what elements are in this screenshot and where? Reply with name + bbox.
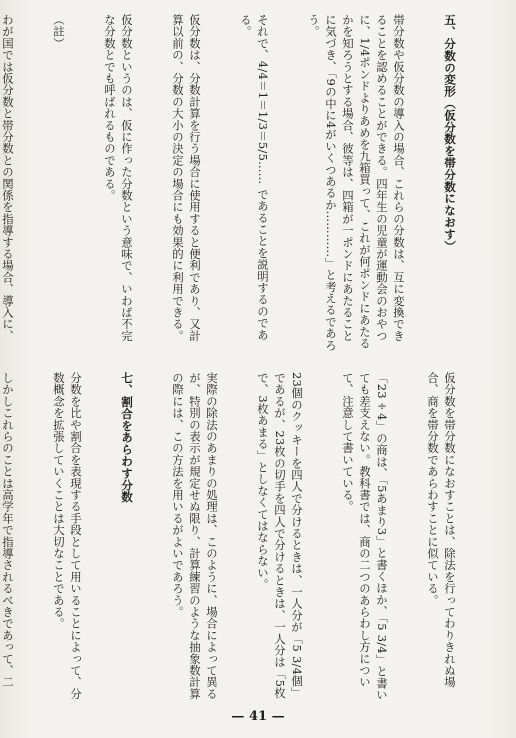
section-5-paragraph-4: 仮分数というのは、仮に作った分数という意味で、いわば不完な分数とでも呼ばれるものである。 [103,14,134,342]
page-number: — 41 — [231,709,285,724]
section-7-paragraph-1: 分数を比や割合を表現する手段として用いることによって、分数概念を拡張していくことは大切なことである。 [52,372,83,700]
section-5-paragraph-3: 仮分数は、分数計算を行う場合に使用すると便利であり、又計算以前の、分数の大小の決定の場合にも効果的に利用できる。 [171,14,202,342]
section-5-note-label: （註） [52,14,66,50]
section-6-paragraph-2: 「23÷4」の商は、「5あまり3」と書くほか、「5 3/4」と書いても差支えない。教科書では、商の二つのあらわし方について、注意して書いている。 [341,372,389,701]
lower-text-block [1,372,492,710]
upper-text-block [1,14,492,352]
section-5-heading: 五、分数の変形（仮分数を帯分数になおす） [443,14,457,252]
section-5-note-text: わが国では仮分数と帯分数との関係を指導する場合、導入に、 [1,14,15,342]
section-7-paragraph-2: しかしこれらのことは高学年で指導されるべきであって、二 [1,372,15,688]
section-6-paragraph-4: 実際の除法のあまりの処理は、このように、場合によって異るが、特別の表示が規定せぬ限り、計算練習のような抽象数計算の際には、この方法を用いるがよいであろう。 [171,372,219,700]
section-6-paragraph-3: 23個のクッキーを四人で分けるときは、一人分が「5 3/4個」であるが、23枚の切手を四人で分けるときは、一人分は「5枚で、3枚あまる」としなくてはならない。 [256,372,304,699]
section-7-heading: 七、割合をあらわす分数 [120,372,134,503]
section-6-paragraph-1: 仮分数を帯分数になおすことは、除法を行ってわりきれぬ場合、商を帯分数であらわすことに似ている。 [426,372,457,688]
section-5-paragraph-1: 帯分数や仮分数の導入の場合、これらの分数は、互に変換できることを認めることができる。四年生の児童が運動会のおやつに、1/4ポンドよりあめを九箱買って、これが何ポンドにあたるかを知ろうとする場合、彼等は、四箱が一ポンドにあたることに気づき、「9の中に4がいくつあるか…………」と考えるであろう。 [307,14,406,351]
section-5-paragraph-2: それで、4/4＝1＝1/3＝5/5…… であることを説明するのである。 [239,14,270,341]
